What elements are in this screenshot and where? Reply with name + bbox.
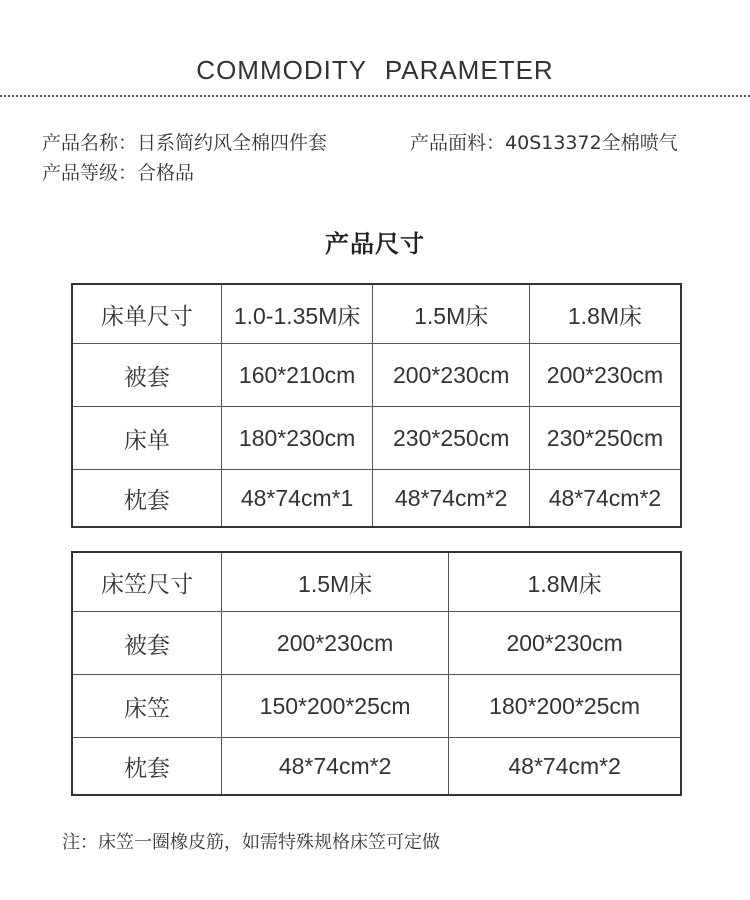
table-row-label: 枕套 <box>72 738 221 796</box>
table-header-cell: 1.5M床 <box>221 552 448 612</box>
table-header-cell: 1.5M床 <box>373 284 529 344</box>
product-fabric-label: 产品面料： <box>410 132 506 154</box>
product-grade-value: 合格品 <box>137 162 195 184</box>
table-header-cell: 床单尺寸 <box>72 284 221 344</box>
table-cell: 180*230cm <box>221 407 373 470</box>
table-cell: 48*74cm*2 <box>221 738 448 796</box>
table-row-label: 被套 <box>72 344 221 407</box>
table-cell: 180*200*25cm <box>449 675 681 738</box>
footnote: 注：床笠一圈橡皮筋，如需特殊规格床笠可定做 <box>62 832 440 853</box>
table-header-row <box>72 552 681 612</box>
page-title: COMMODITY PARAMETER <box>196 55 554 85</box>
table-cell: 48*74cm*1 <box>221 470 373 528</box>
section-title: 产品尺寸 <box>325 230 425 258</box>
product-fabric-line <box>410 128 678 155</box>
table-header-cell: 床笠尺寸 <box>72 552 221 612</box>
table-cell: 200*230cm <box>373 344 529 407</box>
product-name-value: 日系简约风全棉四件套 <box>137 132 328 154</box>
table-cell: 150*200*25cm <box>221 675 448 738</box>
table-header-cell: 1.8M床 <box>529 284 681 344</box>
table-row-label: 枕套 <box>72 470 221 528</box>
table-row <box>72 738 681 796</box>
product-grade-label: 产品等级： <box>42 162 138 184</box>
table-header-row <box>72 284 681 344</box>
table-cell: 230*250cm <box>529 407 681 470</box>
table-cell: 48*74cm*2 <box>529 470 681 528</box>
table-header-cell: 1.0-1.35M床 <box>221 284 373 344</box>
table-cell: 200*230cm <box>449 612 681 675</box>
table-cell: 230*250cm <box>373 407 529 470</box>
product-name-label: 产品名称： <box>42 132 138 154</box>
table-cell: 48*74cm*2 <box>449 738 681 796</box>
table-row <box>72 612 681 675</box>
product-name-line <box>42 128 327 155</box>
table-cell: 48*74cm*2 <box>373 470 529 528</box>
table-row-label: 被套 <box>72 612 221 675</box>
table-row <box>72 407 681 470</box>
table-row <box>72 675 681 738</box>
table-cell: 200*230cm <box>529 344 681 407</box>
table-cell: 160*210cm <box>221 344 373 407</box>
dotted-divider <box>0 95 750 97</box>
fitted-sheet-size-table <box>71 551 682 796</box>
table-row <box>72 344 681 407</box>
product-fabric-value: 40S13372全棉喷气 <box>505 132 678 154</box>
table-row-label: 床单 <box>72 407 221 470</box>
table-row-label: 床笠 <box>72 675 221 738</box>
table-header-cell: 1.8M床 <box>449 552 681 612</box>
product-grade-line <box>42 158 194 185</box>
sheet-size-table <box>71 283 682 528</box>
table-cell: 200*230cm <box>221 612 448 675</box>
table-row <box>72 470 681 528</box>
